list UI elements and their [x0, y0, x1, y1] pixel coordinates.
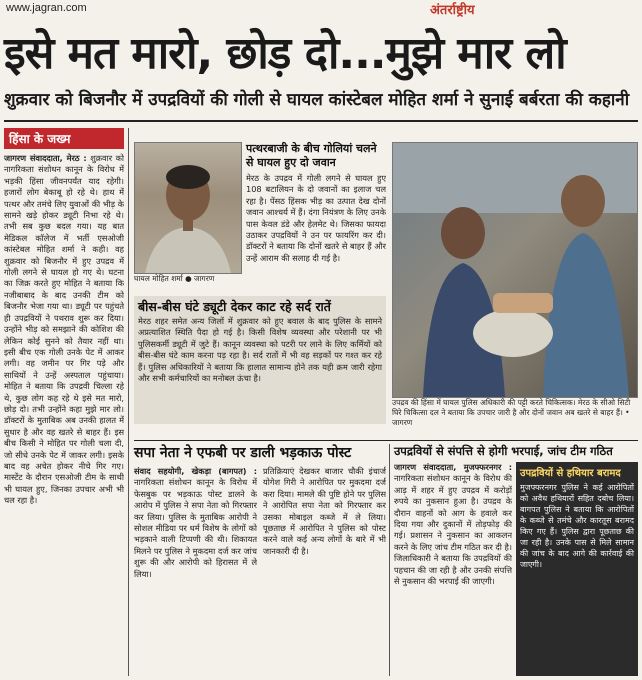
story-duty-body: मेरठ शहर समेत अन्य जिलों में शुक्रवार को हुए बवाल के बाद पुलिस के सामने अप्रत्याशित स्थिति पैदा हो गई है। किसी विशेष व्यवस्था और परेशानी पर भी पुलिसकर्मी ड्यूटी में जुटे हैं। कानून व्यवस्था को पटरी पर लाने के लिए कर्मियों को बीस-बीस घंटे काम करना पड़ रहा है। सर्द रातों में भी वह सड़कों पर गश्त कर रहे हैं। पुलिस अधिकारियों ने बताया कि हालात सामान्य होने तक यही क्रम जारी रहेगा और सभी कर्मचारियों का मनोबल ऊंचा है। [138, 316, 382, 384]
site-url: www.jagran.com [6, 2, 87, 14]
left-column [4, 128, 124, 675]
hospital-scene-icon [393, 143, 637, 397]
column-divider-2 [389, 444, 390, 676]
section-tag: हिंसा के जख्म [4, 128, 124, 149]
box-weapons [516, 462, 638, 676]
box-weapons-title: उपद्रवियों से हथियार बरामद [520, 468, 621, 479]
story-duty-title: बीस-बीस घंटे ड्यूटी देकर काट रहे सर्द रातें [138, 299, 331, 314]
photo-hospital [392, 142, 638, 398]
left-column-body [4, 153, 124, 675]
photo-hospital-caption: उपद्रव की हिंसा में घायल पुलिस अधिकारी की पट्टी करते चिकित्सक। मेरठ के सीओ सिटी घिरे चिकित्सा दल ने बताया कि उपचार जारी है और दोनों जवान अब खतरे से बाहर हैं। • जागरण [392, 398, 631, 427]
story-stone [246, 142, 386, 285]
story-property-body [394, 462, 512, 676]
story-duty-box [134, 296, 386, 424]
left-dateline: जागरण संवाददाता, मेरठ : [4, 153, 87, 163]
story-post-dateline: संवाद सहयोगी, खेकड़ा (बागपत) : [134, 466, 257, 476]
story-post [134, 444, 386, 672]
headline-divider [4, 120, 638, 122]
mid-divider [134, 440, 638, 441]
story-property-dateline: जागरण संवाददाता, मुजफ्फरनगर : [394, 462, 512, 472]
story-stone-body: मेरठ के उपद्रव में गोली लगने से घायल हुए 108 बटालियन के दो जवानों का इलाज चल रहा है। पेंसठ हिंसक भीड़ का उत्पात देख दोनों जवान आश्चर्य में हैं। दंगा नियंत्रण के लिए उनके पास केवल डंडे और हेलमेट थे। जिसका फायदा उठाकर उपद्रवियों ने उन पर फायरिंग कर दी। डॉक्टरों ने बताया कि दोनों खतरे से बाहर हैं और उन्हें आराम की सलाह दी गई है। [246, 173, 386, 263]
photo-mohit-caption: घायल मोहित शर्मा ● जागरण [134, 274, 215, 283]
story-post-col2: प्रतिक्रियाएं देखकर बाजार चौकी इंचार्ज योगेश गिरी ने आरोपित पर मुकदमा दर्ज करा दिया। मामले की पुष्टि होने पर पुलिस ने आरोपित सपा नेता को गिरफ्तार कर उसका मोबाइल कब्जे में ले लिया। पूछताछ में आरोपित ने पुलिस को पोस्ट करने वाले कई अन्य लोगों के बारे में भी जानकारी दी है। [263, 466, 386, 556]
story-post-body: नागरिकता संशोधन कानून के विरोध में फेसबुक पर भड़काऊ पोस्ट डालने के आरोप में पुलिस ने सपा नेता को गिरफ्तार कर लिया। पुलिस के मुताबिक आरोपी ने सोशल मीडिया पर धर्म विशेष के लोगों को भड़काने वाली टिप्पणी की थी। शिकायत मिलने पर पुलिस ने मुकदमा दर्ज कर जांच शुरू की और आरोपी को हिरासत में ले लिया। [134, 477, 257, 579]
story-post-col1 [134, 466, 257, 672]
page-subhead: शुक्रवार को बिजनौर में उपद्रवियों की गोली से घायल कांस्टेबल मोहित शर्मा ने सुनाई बर्बरता की कहानी [4, 90, 630, 110]
story-stone-title: पत्थरबाजी के बीच गोलियां चलने से घायल हुए दो जवान [246, 142, 377, 169]
box-weapons-body: मुजफ्फरनगर पुलिस ने कई आरोपितों को अवैध हथियारों सहित दबोच लिया। बागपत पुलिस ने बताया कि आरोपितों के कब्जे से तमंचे और कारतूस बरामद किए गए हैं। पुलिस द्वारा पूछताछ की जा रही है। उनके पास से मिले सामान की जांच के बाद आगे की कार्रवाई की जाएगी। [520, 483, 634, 569]
story-property [394, 444, 638, 458]
column-divider [128, 128, 129, 676]
story-property-text: नागरिकता संशोधन कानून के विरोध की आड़ में शहर में हुए उपद्रव में करोड़ों रुपये का नुकसान हुआ है। उपद्रव के दौरान वाहनों को आग के हवाले कर दिया गया और दुकानों में तोड़फोड़ की गई। प्रशासन ने नुकसान का आकलन करने के लिए जांच टीम गठित कर दी है। जिलाधिकारी ने बताया कि उपद्रवियों की पहचान की जा रही है और उनकी संपत्ति से नुकसान की भरपाई की जाएगी। [394, 473, 512, 587]
story-post-title: सपा नेता ने एफबी पर डाली भड़काऊ पोस्ट [134, 445, 352, 461]
story-property-title: उपद्रवियों से संपत्ति से होगी भरपाई, जांच टीम गठित [394, 444, 613, 458]
masthead: अंतर्राष्ट्रीय [430, 3, 475, 18]
left-body: शुक्रवार को नागरिकता संशोधन कानून के विरोध में भड़की हिंसा जीवनपर्यंत याद रहेगी। हजारों लोग बेकाबू हो रहे थे। हाथ में पत्थर और तमंचे लिए युवाओं की भीड़ के सामने खड़े होकर ड्यूटी निभा रहे थे। तभी सब कुछ बदल गया। यह बात मेडिकल कॉलेज में भर्ती एसओजी कांस्टेबल मोहित शर्मा ने कही। वह शुक्रवार को बिजनौर में हुए उपद्रव में गोली लगने से घायल हो गए थे। घटना का जिक्र करते हुए मोहित ने बताया कि नजीबाबाद के बाद उनकी टीम को बिजनौर भेजा गया था। ड्यूटी पर पहुंचते ही उपद्रवियों ने पथराव शुरू कर दिया। उन्होंने भीड़ को समझाने की कोशिश की लेकिन कोई सुनने को तैयार नहीं था। इसी बीच एक गोली उनके पेट में आकर लगी। वह जमीन पर गिर पड़े और साथियों ने उन्हें अस्पताल पहुंचाया। मोहित ने बताया कि उपद्रवी चिल्ला रहे थे, कुछ लोग कह रहे थे इसे मत मारो, छोड़ दो। तभी उन्होंने कहा मुझे मार लो। डॉक्टरों के मुताबिक अब उनकी हालत में सुधार है और वह खतरे से बाहर हैं। [4, 153, 124, 437]
photo-mohit [134, 142, 242, 274]
person-photo-icon [135, 143, 241, 273]
page-headline: इसे मत मारो, छोड़ दो...मुझे मार लो [4, 28, 566, 79]
left-body-2: इस बीच किसी ने मोहित पर गोली चला दी, जो सीधे उनके पेट में जाकर लगी। इसके बाद वह अचेत होकर नीचे गिर गए। मास्टेंट के दौरान एसओजी टीम के साथी भी घायल हुए, जिनका उपचार अभी भी चल रहा है। [4, 426, 124, 506]
